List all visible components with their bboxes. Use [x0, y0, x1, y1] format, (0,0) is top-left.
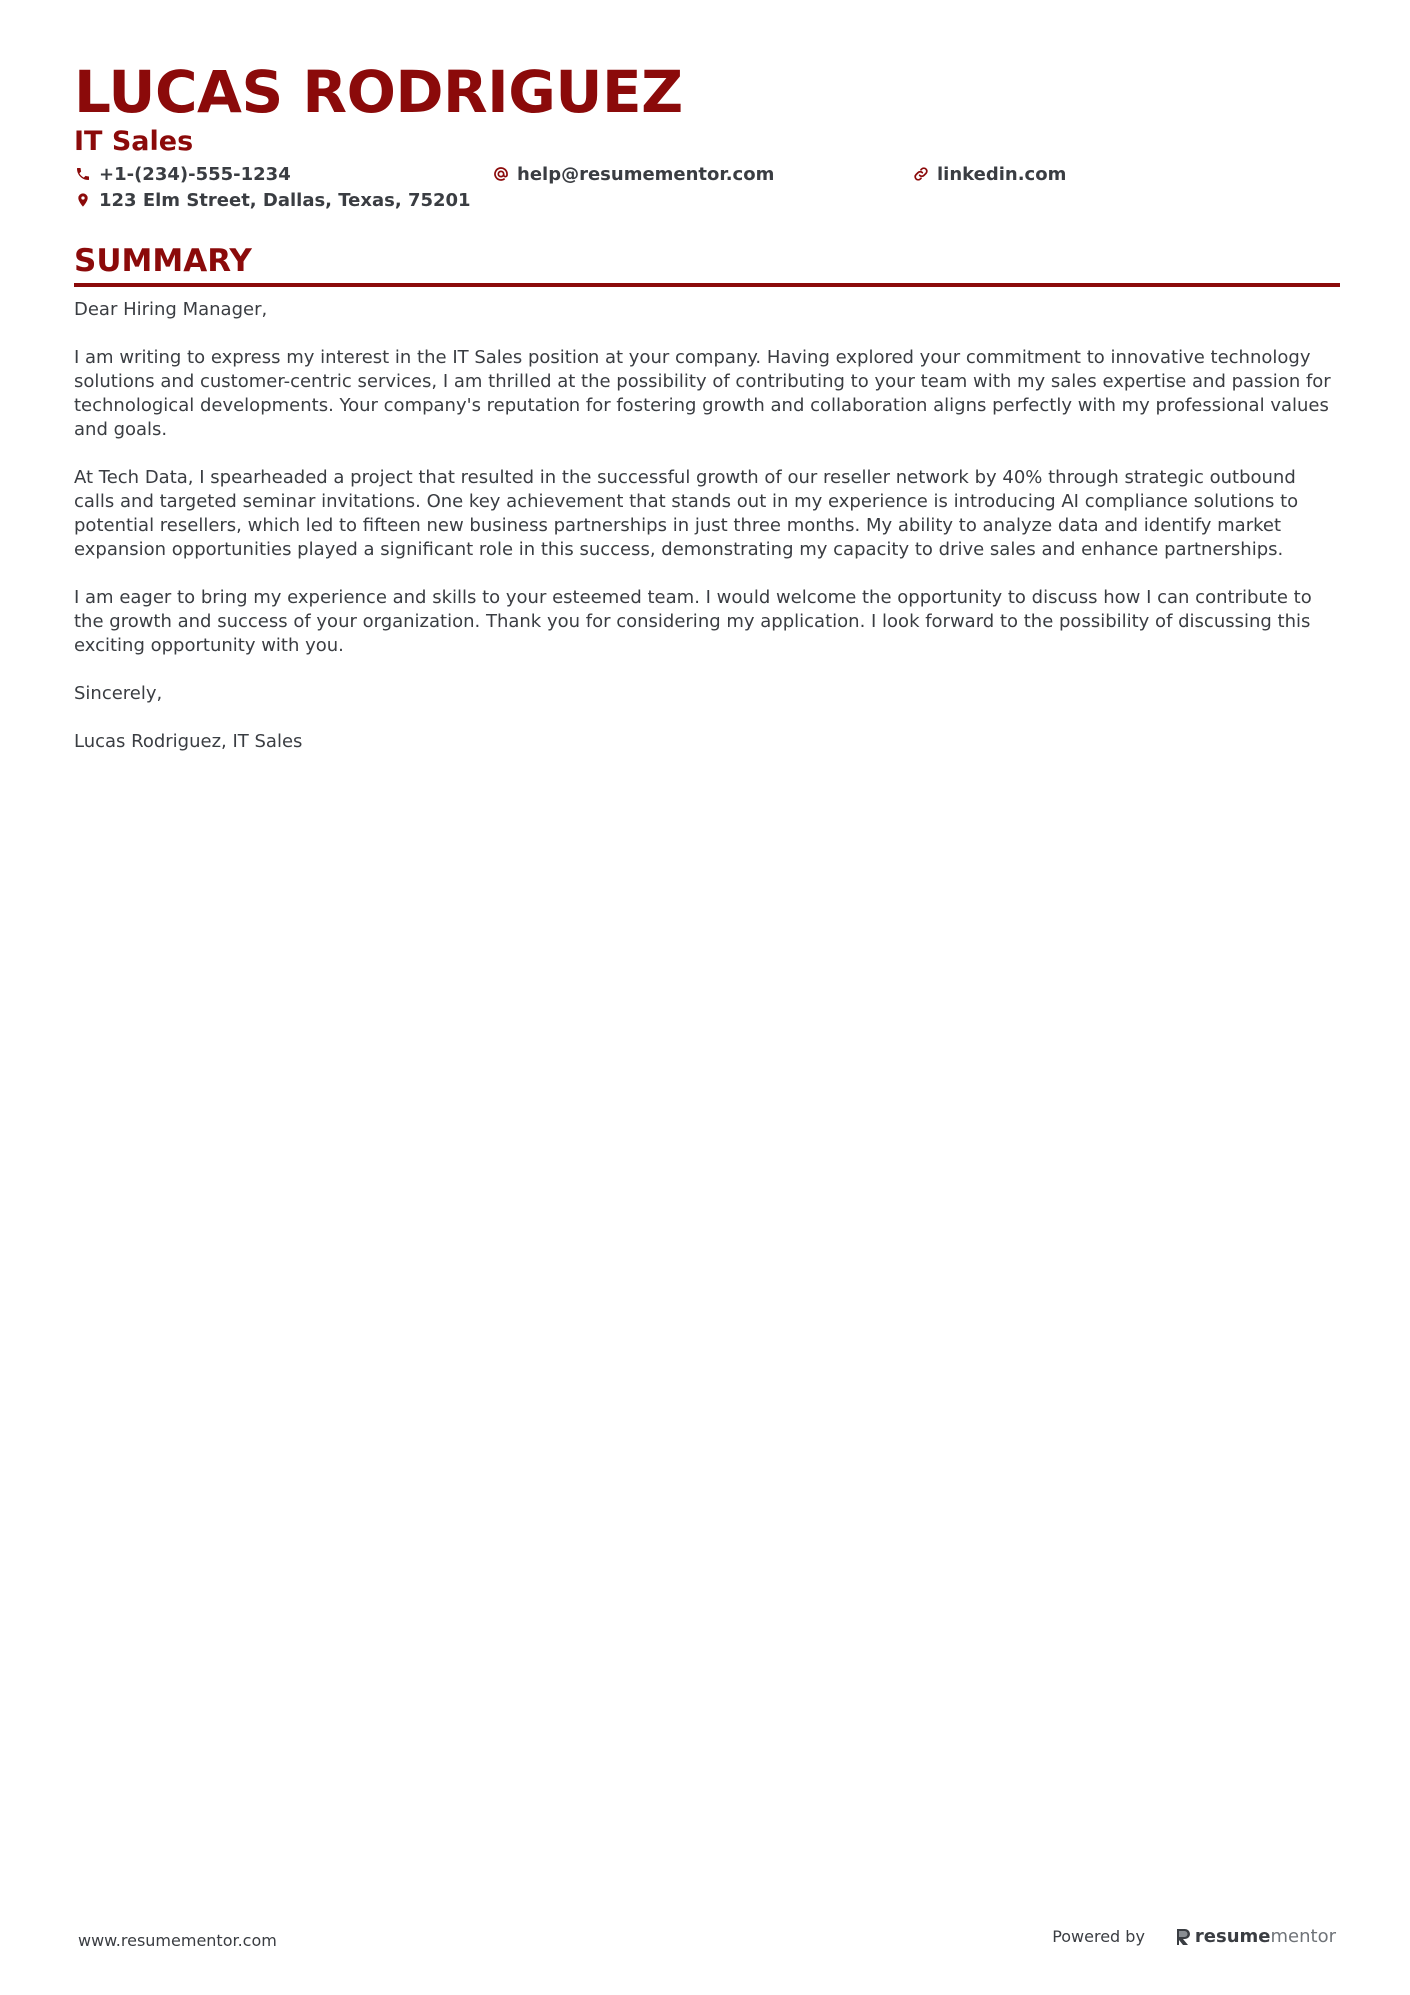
at-icon: [492, 165, 510, 183]
link-icon: [912, 165, 930, 183]
contact-phone: [74, 161, 291, 187]
location-pin-icon: [74, 191, 92, 209]
footer-website-link[interactable]: www.resumementor.com: [78, 1931, 277, 1950]
brand-name-bold: resume: [1194, 1926, 1271, 1947]
brand-name-light: mentor: [1270, 1926, 1336, 1947]
letter-closing: Sincerely,: [74, 683, 163, 704]
address-text: 123 Elm Street, Dallas, Texas, 75201: [99, 189, 471, 211]
letter-paragraph: At Tech Data, I spearheaded a project that resulted in the successful growth of our reseller network by 40% through strategic outbound calls and targeted seminar invitations. One key achievement that stands out in my experience is introducing AI compliance solutions to potential resellers, which led to fifteen new business partnerships in just three months. My ability to analyze data and identify market expansion opportunities played a significant role in this success, demonstrating my capacity to drive sales and enhance partnerships.: [74, 467, 1299, 560]
letter-body: [74, 298, 1340, 778]
resumementor-logo-icon: [1175, 1927, 1191, 1947]
section-title-summary: SUMMARY: [74, 243, 252, 279]
contact-linkedin[interactable]: [912, 161, 1066, 187]
contact-address: [74, 187, 471, 213]
letter-signature: Lucas Rodriguez, IT Sales: [74, 731, 303, 752]
powered-by-label: Powered by: [1052, 1927, 1145, 1946]
email-text: help@resumementor.com: [517, 163, 775, 185]
job-title: IT Sales: [74, 126, 194, 157]
letter-paragraph: I am writing to express my interest in the IT Sales position at your company. Having explored your commitment to innovative technology solutions and customer-centric services, I am thrilled at the possibility of contributing to your team with my sales expertise and passion for technological developments. Your company's reputation for fostering growth and collaboration aligns perfectly with my professional values and goals.: [74, 347, 1331, 440]
phone-icon: [74, 165, 92, 183]
brand-logo[interactable]: [1175, 1926, 1336, 1947]
linkedin-text: linkedin.com: [937, 163, 1067, 185]
contact-email[interactable]: [492, 161, 774, 187]
phone-text: +1-(234)-555-1234: [99, 163, 291, 185]
letter-salutation: Dear Hiring Manager,: [74, 299, 268, 320]
footer-powered-by: [1052, 1926, 1336, 1947]
candidate-name: LUCAS RODRIGUEZ: [74, 58, 683, 126]
letter-paragraph: I am eager to bring my experience and skills to your esteemed team. I would welcome the opportunity to discuss how I can contribute to the growth and success of your organization. Thank you for considering my application. I look forward to the possibility of discussing this exciting opportunity with you.: [74, 587, 1312, 656]
cover-letter-page: [74, 0, 1340, 1995]
section-divider: [74, 283, 1340, 287]
